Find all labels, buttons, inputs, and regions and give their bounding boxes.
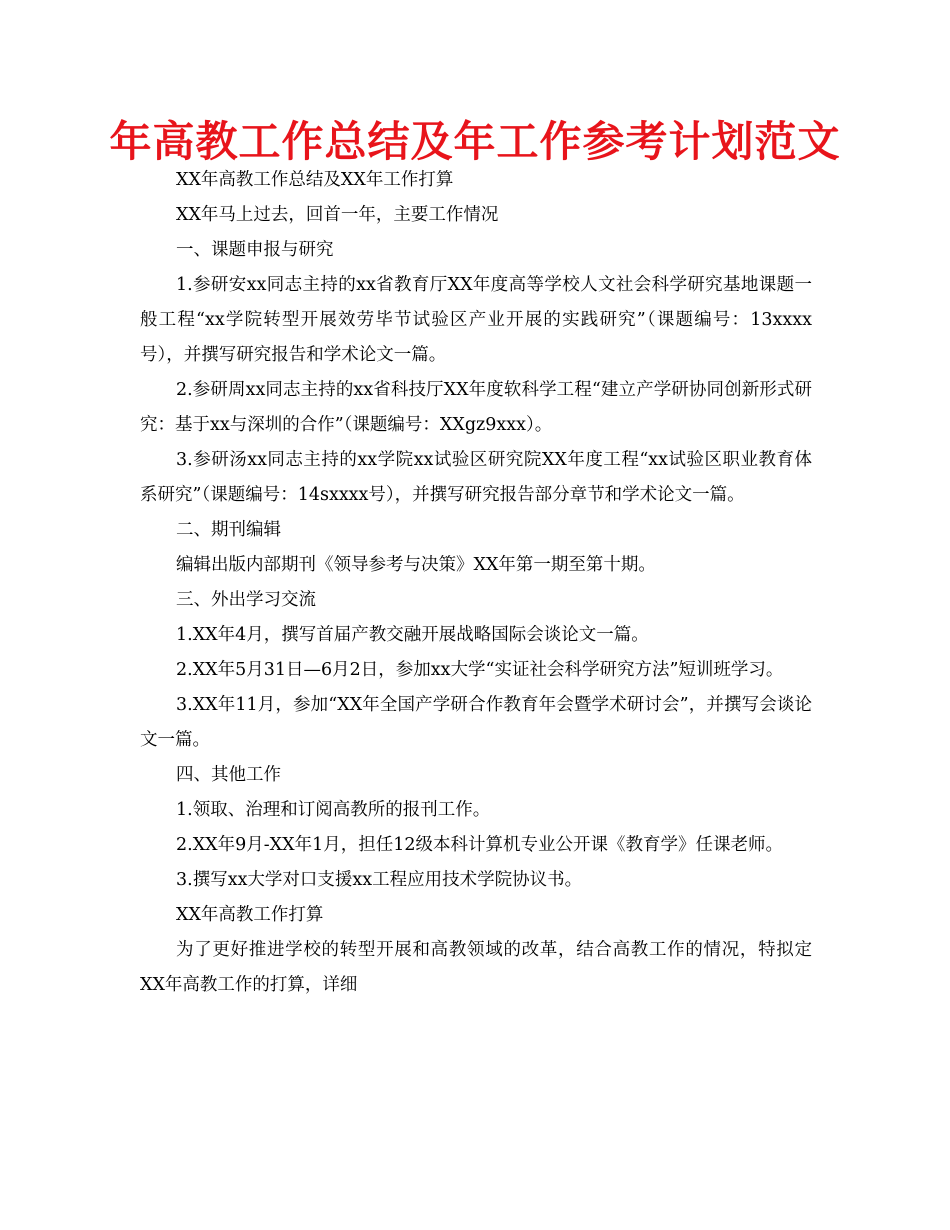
paragraph-research-3: 3.参研汤xx同志主持的xx学院xx试验区研究院XX年度工程“xx试验区职业教育体系研究”（课题编号：14sxxxx号），并撰写研究报告部分章节和学术论文一篇。: [140, 450, 812, 505]
paragraph-other-1: 1.领取、治理和订阅高教所的报刊工作。: [176, 800, 491, 820]
paragraph-plan: 为了更好推进学校的转型开展和高教领域的改革，结合高教工作的情况，特拟定XX年高教工作的打算，详细: [140, 940, 812, 995]
paragraph-other-2: 2.XX年9月-XX年1月，担任12级本科计算机专业公开课《教育学》任课老师。: [176, 835, 783, 855]
paragraph-exchange-2: 2.XX年5月31日—6月2日，参加xx大学“实证社会科学研究方法”短训班学习。: [176, 660, 784, 680]
paragraph-exchange-3: 3.XX年11月，参加“XX年全国产学研合作教育年会暨学术研讨会”，并撰写会谈论文一篇。: [140, 695, 812, 750]
paragraph-subtitle: XX年高教工作总结及XX年工作打算: [176, 170, 454, 190]
paragraph-exchange-1: 1.XX年4月，撰写首届产教交融开展战略国际会谈论文一篇。: [176, 625, 649, 645]
document-body: [140, 163, 812, 1003]
section-heading-research: 一、课题申报与研究: [176, 240, 334, 260]
paragraph-journal: 编辑出版内部期刊《领导参考与决策》XX年第一期至第十期。: [176, 555, 656, 575]
section-heading-journal: 二、期刊编辑: [176, 520, 281, 540]
section-heading-exchange: 三、外出学习交流: [176, 590, 316, 610]
paragraph-intro: XX年马上过去，回首一年，主要工作情况: [176, 205, 499, 225]
section-heading-other: 四、其他工作: [176, 765, 281, 785]
paragraph-research-1: 1.参研安xx同志主持的xx省教育厅XX年度高等学校人文社会科学研究基地课题一般工程“xx学院转型开展效劳毕节试验区产业开展的实践研究”（课题编号：13xxxx号），并撰写研究报告和学术论文一篇。: [140, 275, 812, 365]
document-title: 年高教工作总结及年工作参考计划范文: [109, 117, 841, 166]
paragraph-other-3: 3.撰写xx大学对口支援xx工程应用技术学院协议书。: [176, 870, 583, 890]
paragraph-research-2: 2.参研周xx同志主持的xx省科技厅XX年度软科学工程“建立产学研协同创新形式研究：基于xx与深圳的合作”（课题编号：XXgz9xxx）。: [140, 380, 812, 435]
section-heading-plan: XX年高教工作打算: [176, 905, 324, 925]
